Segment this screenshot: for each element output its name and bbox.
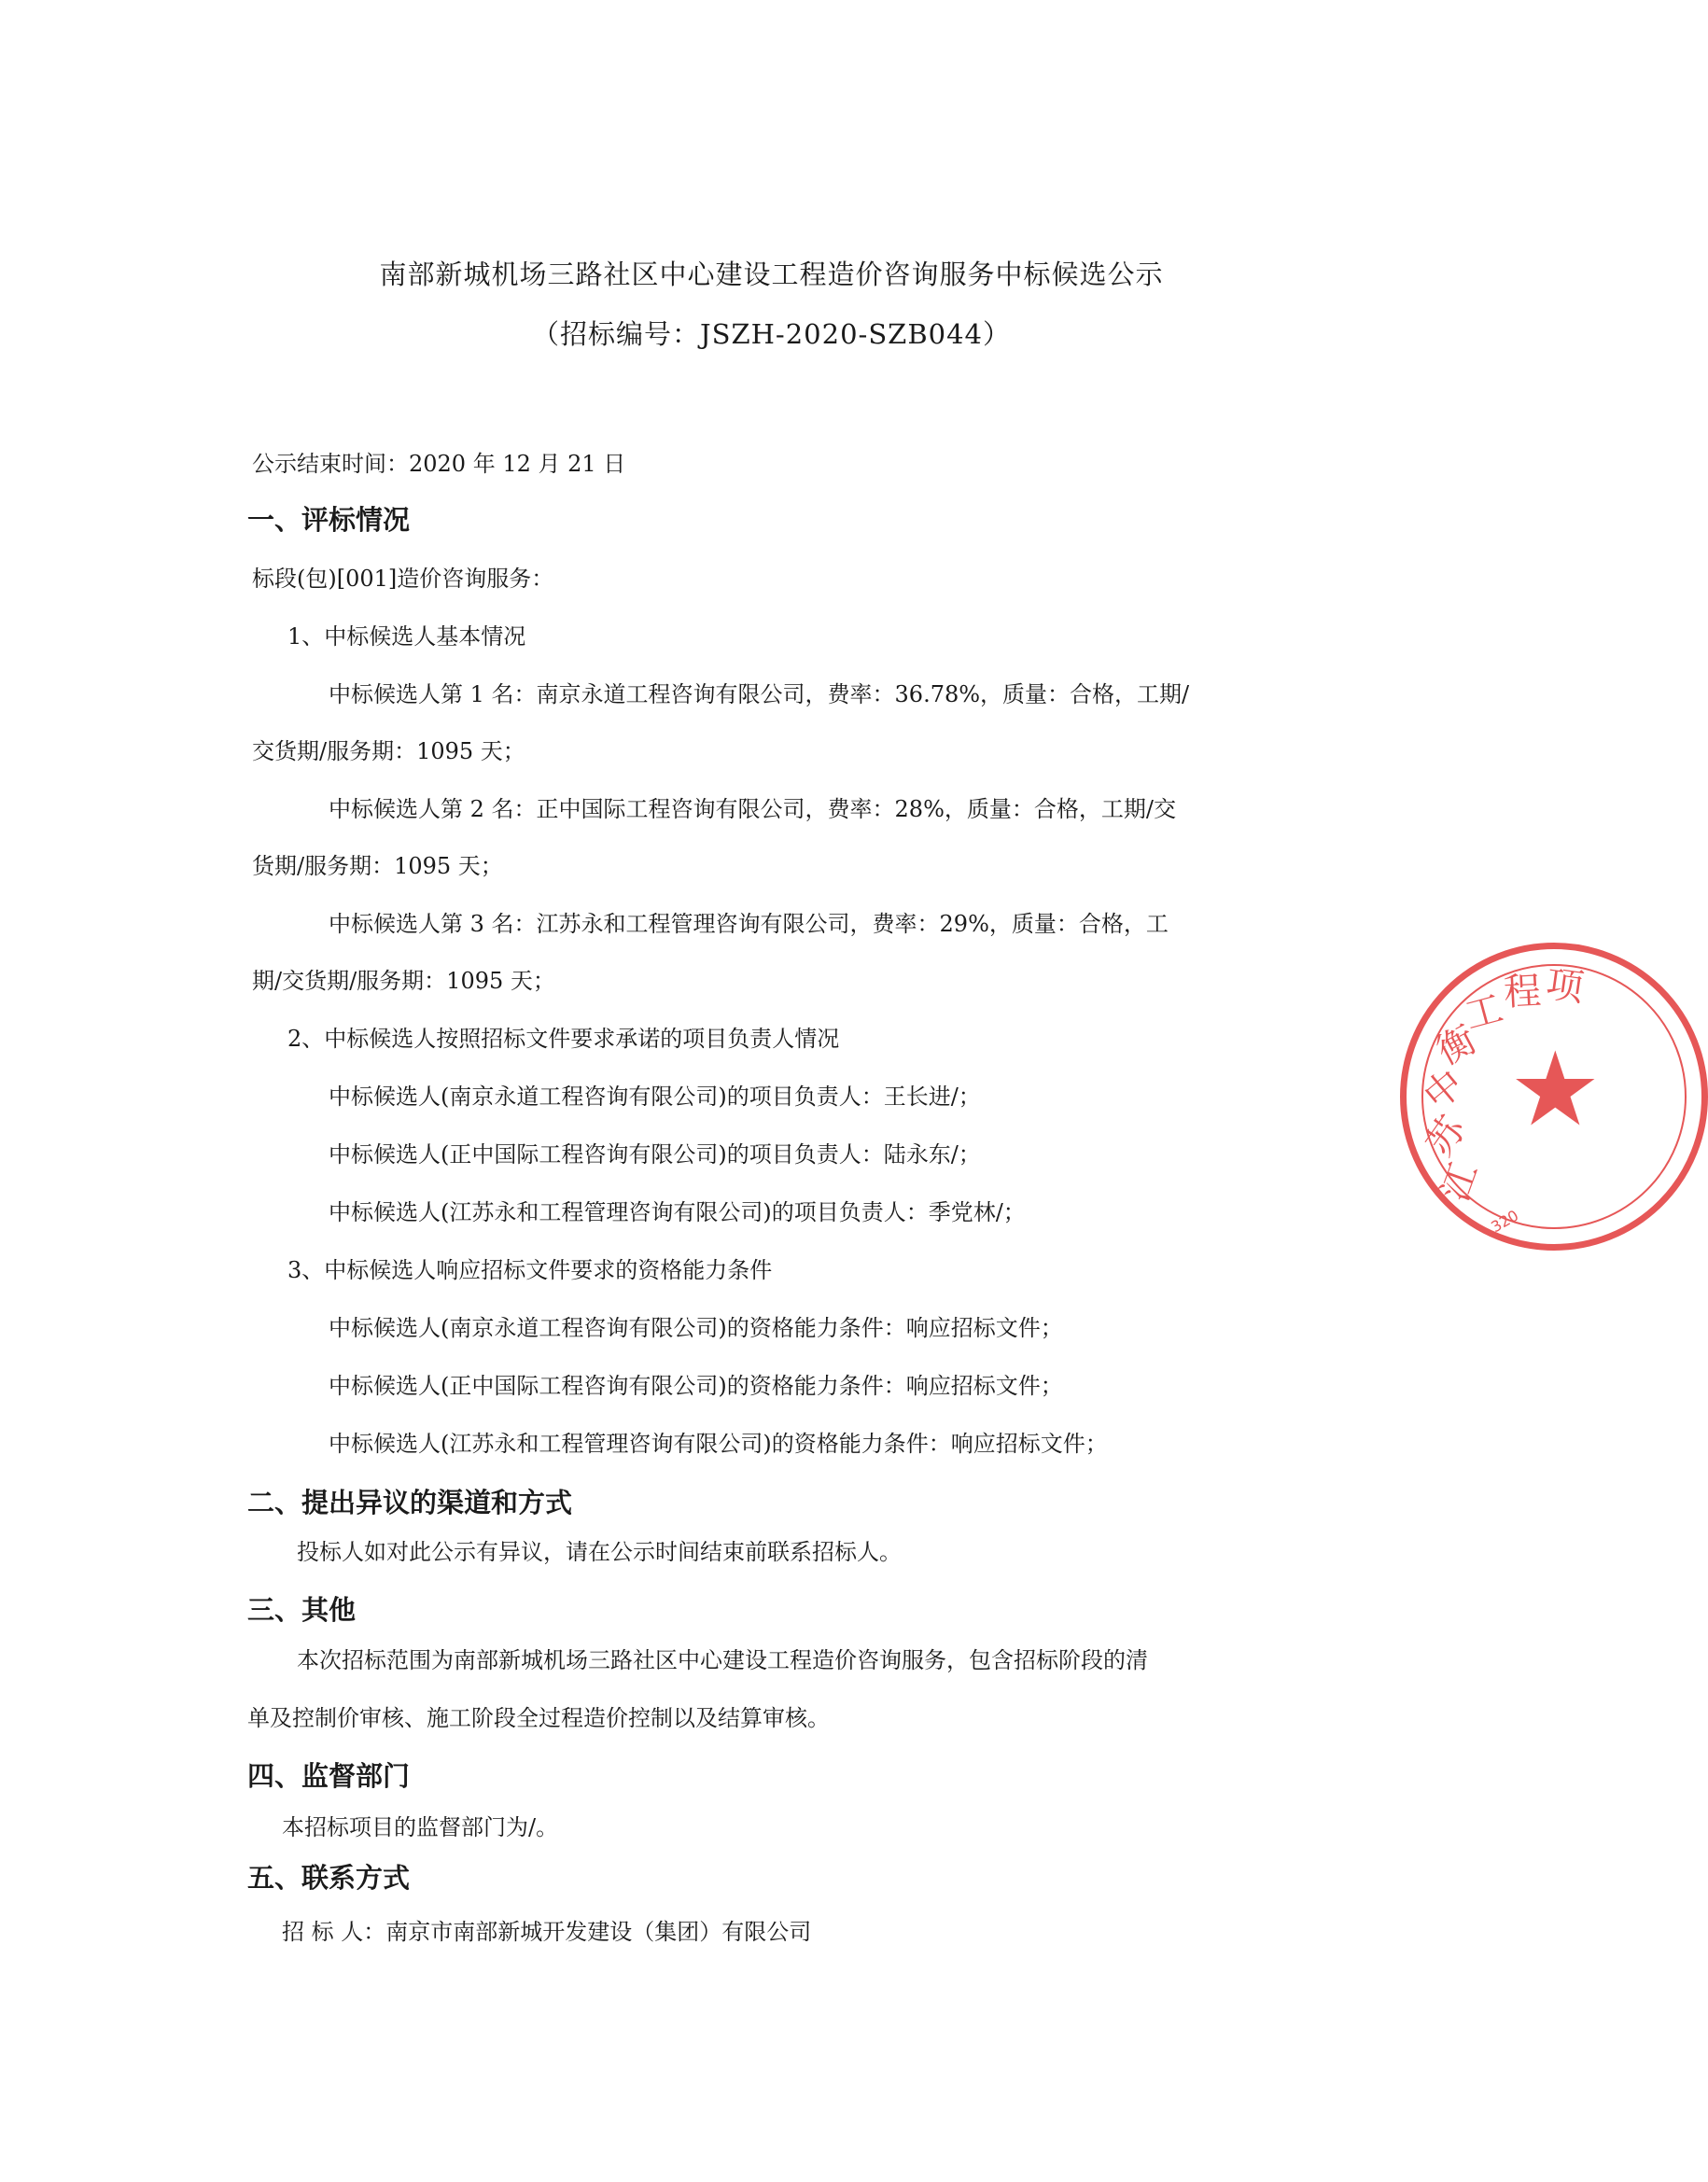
tenderer-contact: 招 标 人：南京市南部新城开发建设（集团）有限公司 xyxy=(282,1919,812,1945)
qualification-3: 中标候选人(江苏永和工程管理咨询有限公司)的资格能力条件：响应招标文件； xyxy=(329,1431,1108,1457)
lot-label: 标段(包)[001]造价咨询服务： xyxy=(252,566,554,592)
other-text-line1: 本次招标范围为南部新城机场三路社区中心建设工程造价咨询服务，包含招标阶段的清 xyxy=(297,1647,1148,1673)
subheading-qualifications: 3、中标候选人响应招标文件要求的资格能力条件 xyxy=(287,1257,773,1283)
manager-3: 中标候选人(江苏永和工程管理咨询有限公司)的项目负责人：季党林/； xyxy=(329,1199,1026,1225)
tender-number: （招标编号：JSZH-2020-SZB044） xyxy=(531,318,1011,350)
star-icon: ★ xyxy=(1509,1029,1602,1149)
candidate-3-line2: 期/交货期/服务期：1095 天； xyxy=(252,968,555,994)
official-seal-stamp: ★ 江 苏 中 衡 工 程 项 320 xyxy=(1400,943,1708,1251)
candidate-2-line2: 货期/服务期：1095 天； xyxy=(252,853,503,879)
section-heading-contact: 五、联系方式 xyxy=(247,1862,411,1894)
section-heading-other: 三、其他 xyxy=(247,1594,357,1626)
supervision-text: 本招标项目的监督部门为/。 xyxy=(282,1814,559,1840)
qualification-2: 中标候选人(正中国际工程咨询有限公司)的资格能力条件：响应招标文件； xyxy=(329,1373,1063,1399)
announcement-end-time: 公示结束时间：2020 年 12 月 21 日 xyxy=(252,451,626,477)
other-text-line2: 单及控制价审核、施工阶段全过程造价控制以及结算审核。 xyxy=(247,1705,830,1731)
section-heading-supervision: 四、监督部门 xyxy=(247,1760,411,1792)
document-title: 南部新城机场三路社区中心建设工程造价咨询服务中标候选公示 xyxy=(379,259,1164,290)
candidate-3-line1: 中标候选人第 3 名：江苏永和工程管理咨询有限公司，费率：29%，质量：合格，工 xyxy=(329,911,1169,937)
subheading-managers: 2、中标候选人按照招标文件要求承诺的项目负责人情况 xyxy=(287,1026,840,1052)
section-heading-objection: 二、提出异议的渠道和方式 xyxy=(247,1487,573,1518)
objection-text: 投标人如对此公示有异议，请在公示时间结束前联系招标人。 xyxy=(297,1539,902,1565)
candidate-1-line2: 交货期/服务期：1095 天； xyxy=(252,738,525,764)
subheading-candidates: 1、中标候选人基本情况 xyxy=(287,623,526,650)
candidate-1-line1: 中标候选人第 1 名：南京永道工程咨询有限公司，费率：36.78%，质量：合格，工期/ xyxy=(329,681,1190,707)
qualification-1: 中标候选人(南京永道工程咨询有限公司)的资格能力条件：响应招标文件； xyxy=(329,1315,1063,1341)
manager-2: 中标候选人(正中国际工程咨询有限公司)的项目负责人：陆永东/； xyxy=(329,1141,981,1168)
section-heading-evaluation: 一、评标情况 xyxy=(247,504,411,536)
candidate-2-line1: 中标候选人第 2 名：正中国际工程咨询有限公司，费率：28%，质量：合格，工期/交 xyxy=(329,796,1176,822)
manager-1: 中标候选人(南京永道工程咨询有限公司)的项目负责人：王长进/； xyxy=(329,1084,981,1110)
